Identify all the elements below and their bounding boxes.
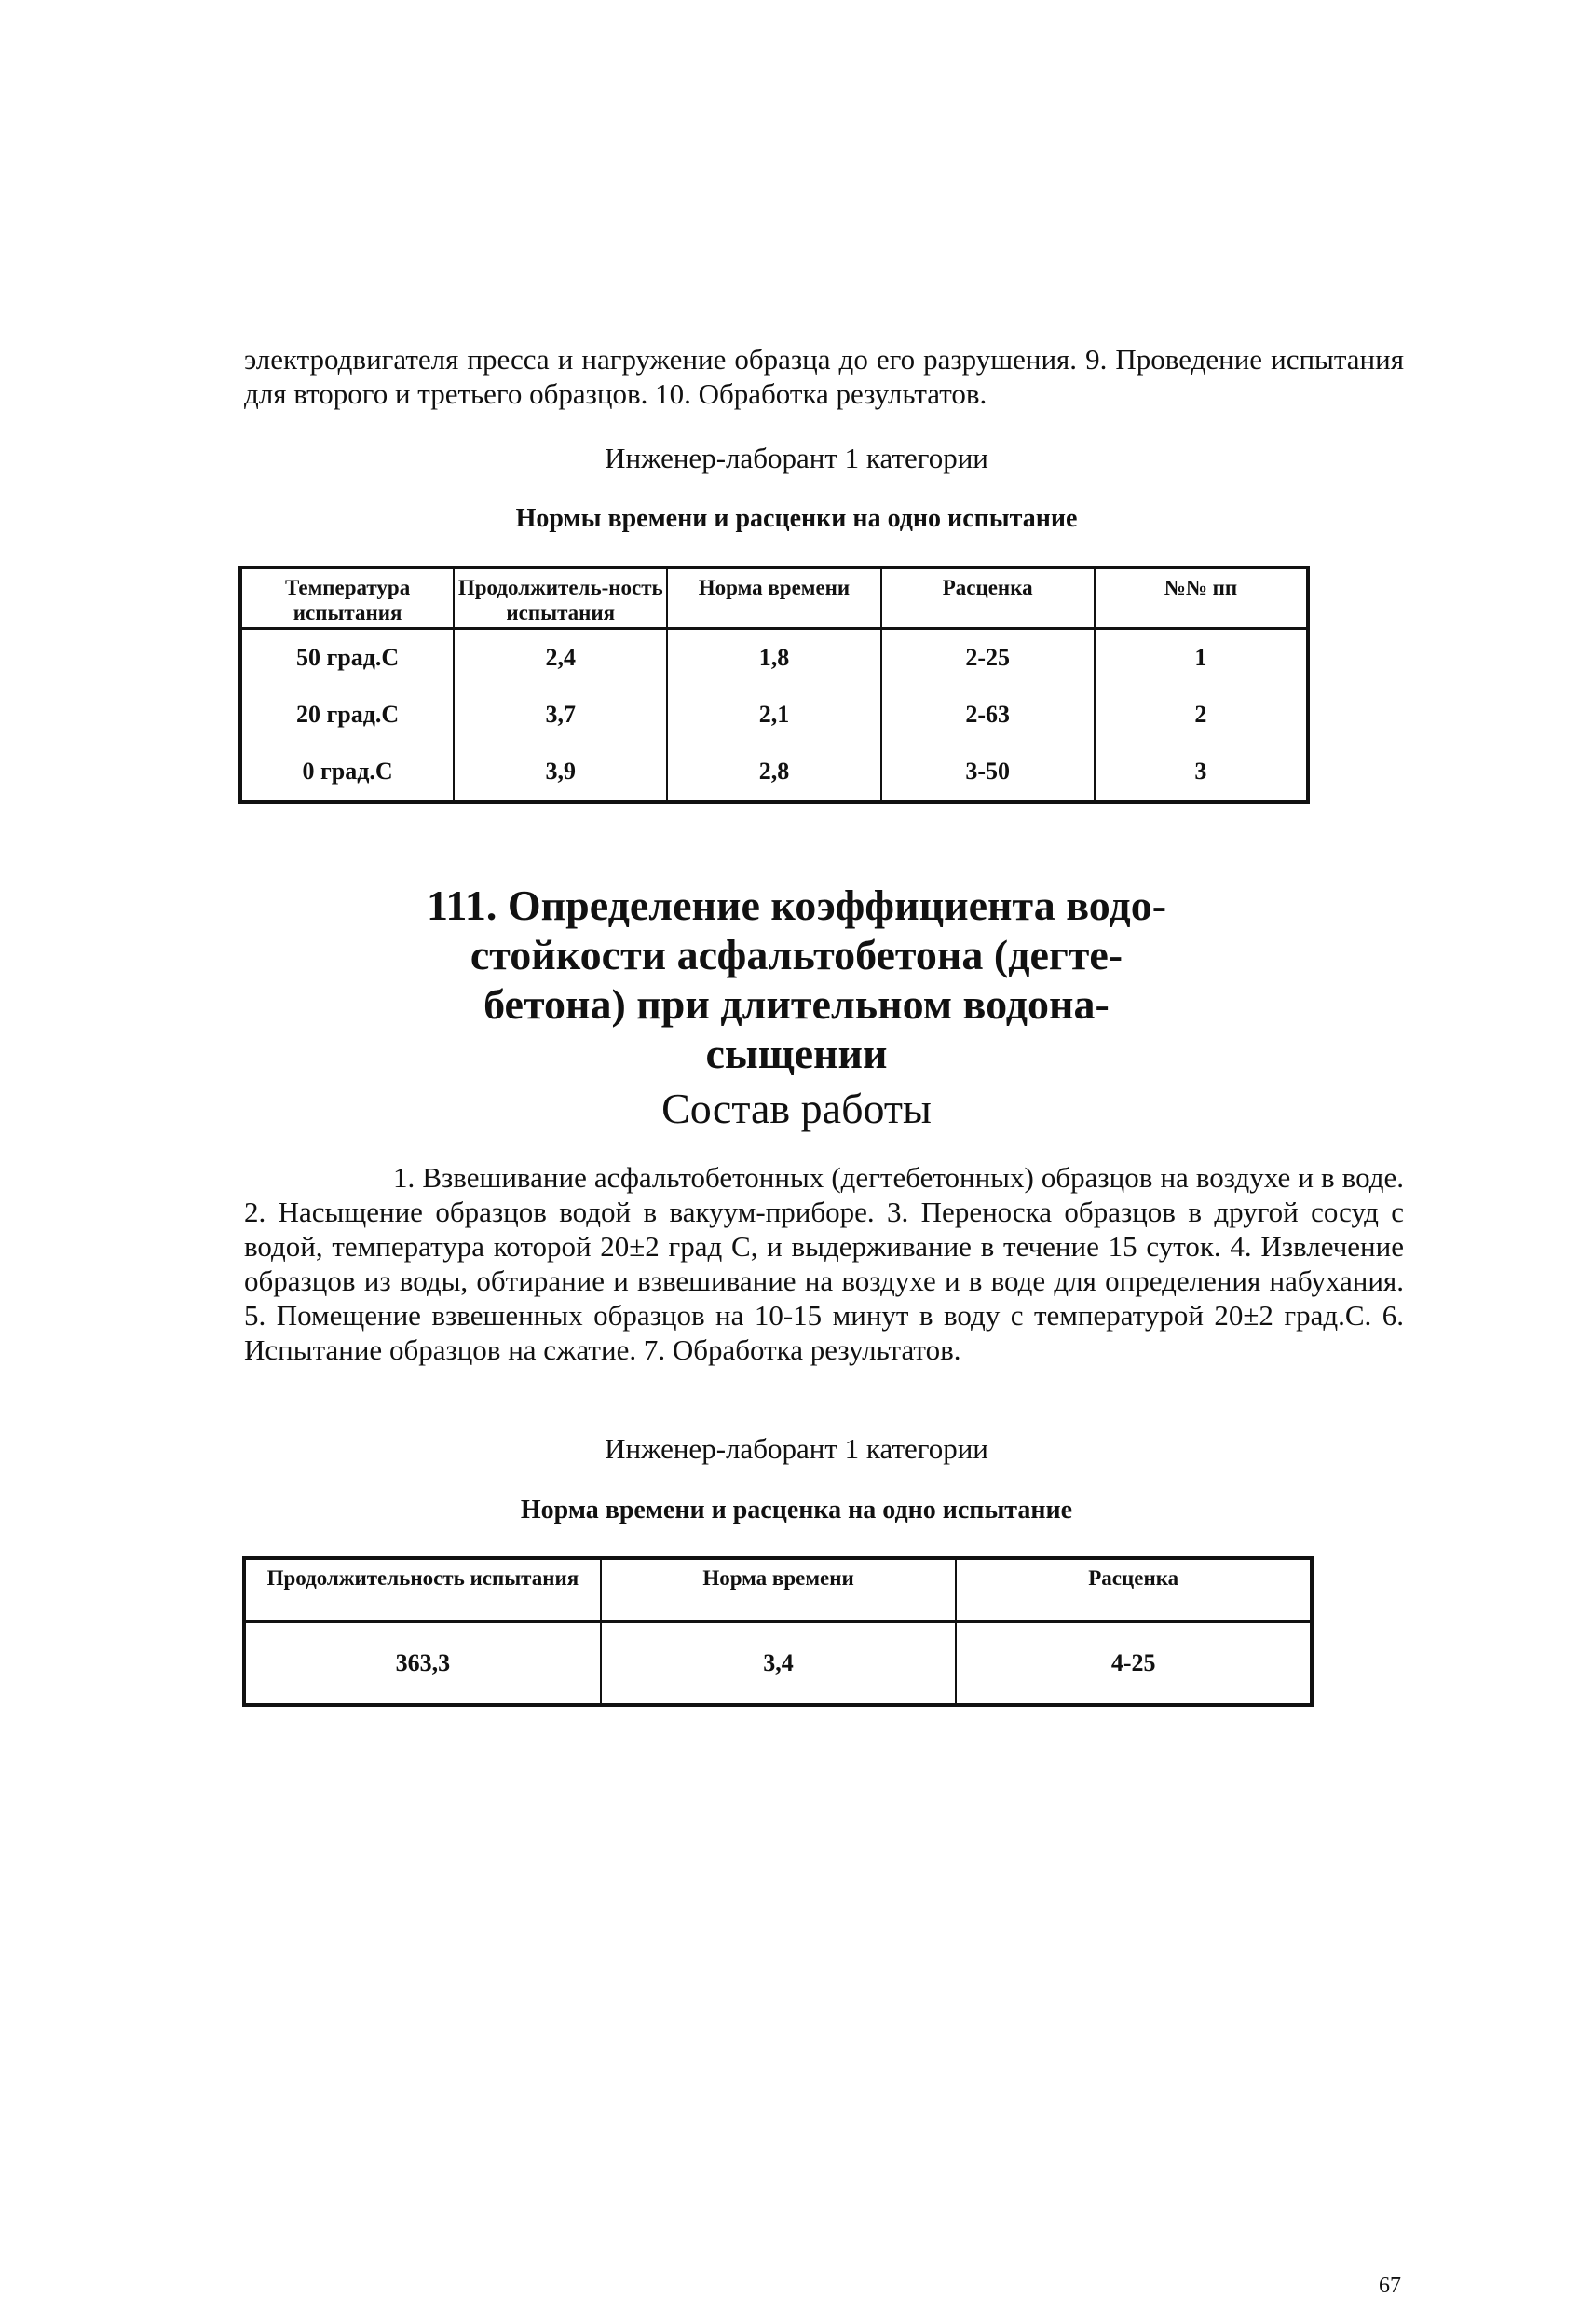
cell-duration: 2,4 — [454, 628, 667, 687]
section-heading-line: сыщении — [705, 1030, 888, 1077]
cell-temperature: 20 град.С — [240, 687, 454, 744]
header-time-norm: Норма времени — [601, 1558, 957, 1621]
page-number: 67 — [1379, 2274, 1401, 2298]
norms-table-1 — [238, 566, 1310, 804]
table-caption-1: Нормы времени и расценки на одно испытание — [515, 504, 1078, 533]
cell-duration: 363,3 — [244, 1621, 601, 1705]
cell-rate: 2-25 — [881, 628, 1095, 687]
cell-temperature: 50 град.С — [240, 628, 454, 687]
table-row — [244, 1621, 1312, 1705]
cell-row-number: 3 — [1095, 744, 1308, 802]
section-heading-line: стойкости асфальтобетона (дегте- — [470, 931, 1123, 978]
cell-time-norm: 2,1 — [667, 687, 880, 744]
intro-paragraph: электродвигателя пресса и нагружение образца до его разрушения. 9. Проведение испытания для второго и третьего образцов. 10. Обработка результатов. — [244, 343, 1404, 410]
table-row — [240, 628, 1308, 687]
cell-duration: 3,7 — [454, 687, 667, 744]
cell-time-norm: 3,4 — [601, 1621, 957, 1705]
table-row — [240, 687, 1308, 744]
cell-rate: 4-25 — [956, 1621, 1312, 1705]
header-rate: Расценка — [956, 1558, 1312, 1621]
cell-rate: 3-50 — [881, 744, 1095, 802]
norms-table-2 — [242, 1556, 1314, 1707]
header-time-norm: Норма времени — [667, 567, 880, 628]
header-rate: Расценка — [881, 567, 1095, 628]
header-temperature: Температура испытания — [240, 567, 454, 628]
cell-temperature: 0 град.С — [240, 744, 454, 802]
cell-time-norm: 1,8 — [667, 628, 880, 687]
table-row — [240, 744, 1308, 802]
cell-rate: 2-63 — [881, 687, 1095, 744]
role-line-2: Инженер-лаборант 1 категории — [605, 1432, 988, 1465]
header-duration: Продолжитель-ность испытания — [454, 567, 667, 628]
table-caption-2: Норма времени и расценка на одно испытание — [520, 1496, 1073, 1524]
header-row-number: №№ пп — [1095, 567, 1308, 628]
cell-time-norm: 2,8 — [667, 744, 880, 802]
work-composition-body: 1. Взвешивание асфальтобетонных (дегтебетонных) образцов на воздухе и в воде. 2. Насыщение образцов водой в вакуум-приборе. 3. Переноска образцов в другой сосуд с водой, температура которой 20±2 град С, и выдерживание в течение 15 суток. 4. Извлечение образцов из воды, обтирание и взвешивание на воздухе и в воде для определения набухания. 5. Помещение взвешенных образцов на 10-15 минут в воду с температурой 20±2 град.С. 6. Испытание образцов на сжатие. 7. Обработка результатов. — [244, 1161, 1404, 1366]
cell-duration: 3,9 — [454, 744, 667, 802]
cell-row-number: 2 — [1095, 687, 1308, 744]
section-heading-line: бетона) при длительном водона- — [483, 980, 1110, 1028]
work-composition-title: Состав работы — [661, 1085, 932, 1132]
header-duration: Продолжительность испытания — [244, 1558, 601, 1621]
section-heading-line: 111. Определение коэффициента водо- — [426, 882, 1167, 929]
cell-row-number: 1 — [1095, 628, 1308, 687]
role-line-1: Инженер-лаборант 1 категории — [605, 442, 988, 474]
section-heading — [0, 881, 1593, 1078]
